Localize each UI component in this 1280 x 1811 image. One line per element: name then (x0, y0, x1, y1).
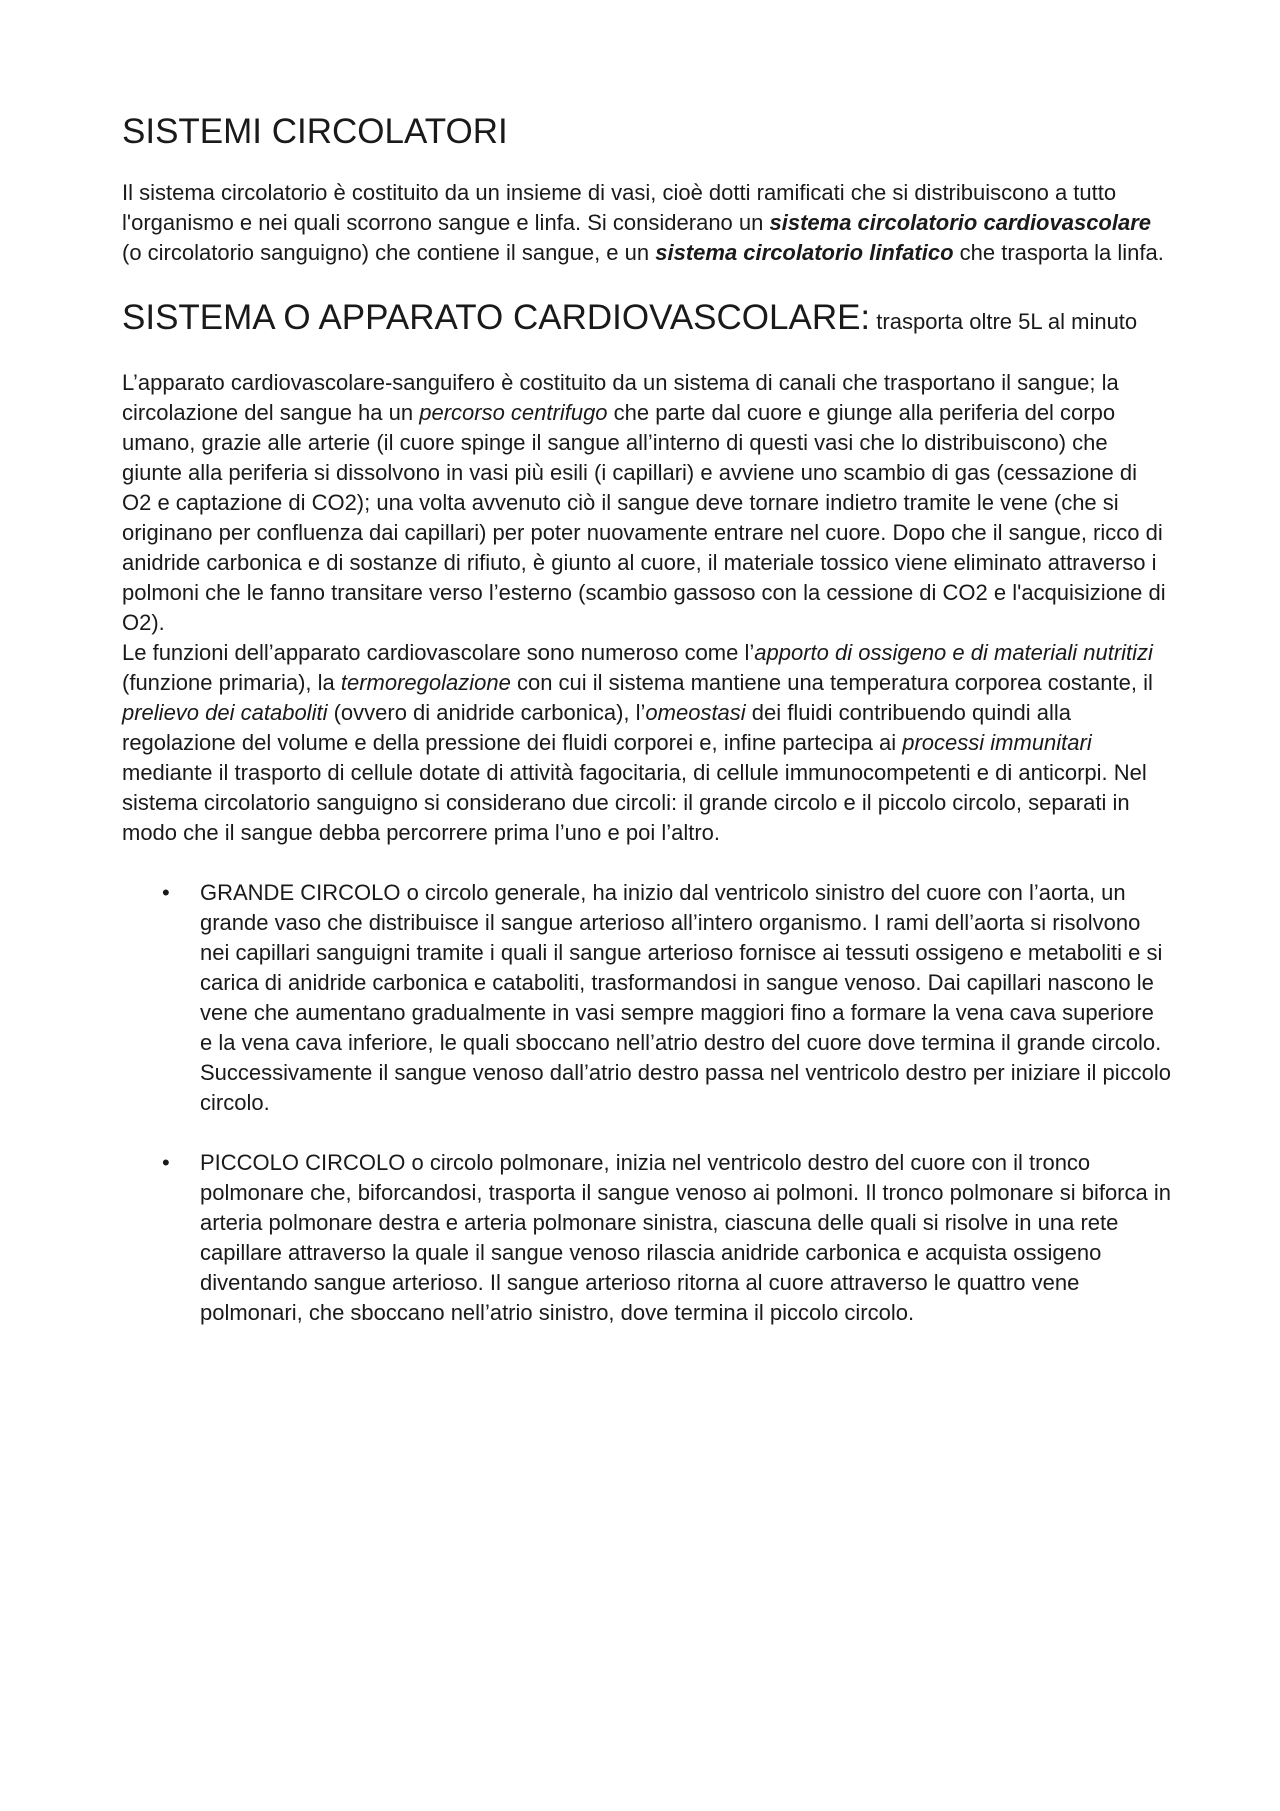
intro-text-2: (o circolatorio sanguigno) che contiene il sangue, e un (122, 240, 656, 266)
section-heading-subtitle: trasporta oltre 5L al minuto (870, 309, 1138, 335)
p2-text-1: Le funzioni dell’apparato cardiovascolare sono numeroso come l’ (122, 640, 755, 666)
p1-italic-1: percorso centrifugo (419, 400, 608, 426)
list-item-piccolo-circolo (122, 1148, 1172, 1328)
bullet-icon: • (162, 880, 170, 906)
term-lymphatic-system: sistema circolatorio linfatico (655, 240, 954, 266)
p2-italic-5: processi immunitari (902, 730, 1092, 756)
p2-text-3: con cui il sistema mantiene una temperatura corporea costante, il (510, 670, 1153, 696)
intro-text-3: che trasporta la linfa. (953, 240, 1164, 266)
paragraph-functions (122, 638, 1172, 848)
p2-text-5: dei fluidi contribuendo quindi alla regolazione del volume e della pressione dei fluidi corporei e, infine partecipa ai (122, 700, 1072, 756)
p2-text-6: mediante il trasporto di cellule dotate di attività fagocitaria, di cellule immunocompetenti e di anticorpi. Nel sistema circolatorio sanguigno si considerano due circoli: il grande circolo e il piccolo circolo, separati in modo che il sangue debba percorrere prima l’uno e poi l’altro. (122, 760, 1147, 846)
p1-text-1: L’apparato cardiovascolare-sanguifero è costituito da un sistema di canali che trasportano il sangue; la circolazione del sangue ha un (122, 370, 1119, 426)
list-item-text: GRANDE CIRCOLO o circolo generale, ha inizio dal ventricolo sinistro del cuore con l’aorta, un grande vaso che distribuisce il sangue arterioso all’intero organismo. I rami dell’aorta si risolvono nei capillari sanguigni tramite i quali il sangue arterioso fornisce ai tessuti ossigeno e metaboliti e si carica di anidride carbonica e cataboliti, trasformandosi in sangue venoso. Dai capillari nascono le vene che aumentano gradualmente in vasi sempre maggiori fino a formare la vena cava superiore e la vena cava inferiore, le quali sboccano nell’atrio destro del cuore dove termina il grande circolo. Successivamente il sangue venoso dall’atrio destro passa nel ventricolo destro per iniziare il piccolo circolo. (200, 880, 1171, 1116)
paragraph-apparatus (122, 368, 1172, 638)
p2-text-4: (ovvero di anidride carbonica), l’ (327, 700, 646, 726)
intro-paragraph (122, 178, 1172, 268)
p2-italic-2: termoregolazione (340, 670, 511, 696)
p1-text-2: che parte dal cuore e giunge alla periferia del corpo umano, grazie alle arterie (il cuore spinge il sangue all’interno di questi vasi che lo distribuiscono) che giunte alla periferia si dissolvono in vasi più esili (i capillari) e avviene uno scambio di gas (cessazione di O2 e captazione di CO2); una volta avvenuto ciò il sangue deve tornare indietro tramite le vene (che si originano per confluenza dai capillari) per poter nuovamente entrare nel cuore. Dopo che il sangue, ricco di anidride carbonica e di sostanze di rifiuto, è giunto al cuore, il materiale tossico viene eliminato attraverso i polmoni che le fanno transitare verso l’esterno (scambio gassoso con la cessione di CO2 e l'acquisizione di O2). (122, 400, 1166, 636)
list-item-text: PICCOLO CIRCOLO o circolo polmonare, inizia nel ventricolo destro del cuore con il tronco polmonare che, biforcandosi, trasporta il sangue venoso ai polmoni. Il tronco polmonare si biforca in arteria polmonare destra e arteria polmonare sinistra, ciascuna delle quali si risolve in una rete capillare attraverso la quale il sangue venoso rilascia anidride carbonica e acquista ossigeno diventando sangue arterioso. Il sangue arterioso ritorna al cuore attraverso le quattro vene polmonari, che sboccano nell’atrio sinistro, dove termina il piccolo circolo. (200, 1150, 1171, 1326)
page-title: SISTEMI CIRCOLATORI (122, 112, 508, 151)
bullet-icon: • (162, 1150, 170, 1176)
intro-text-1: Il sistema circolatorio è costituito da un insieme di vasi, cioè dotti ramificati che si distribuiscono a tutto l'organismo e nei quali scorrono sangue e linfa. Si considerano un (122, 180, 1117, 236)
list-item-grande-circolo (122, 878, 1172, 1118)
term-cardiovascular-system: sistema circolatorio cardiovascolare (769, 210, 1152, 236)
p2-text-2: (funzione primaria), la (122, 670, 341, 696)
document-page (122, 112, 1172, 1358)
p2-italic-3: prelievo dei cataboliti (122, 700, 328, 726)
circulation-list (122, 878, 1172, 1328)
p2-italic-1: apporto di ossigeno e di materiali nutritizi (754, 640, 1153, 666)
section-heading-title: SISTEMA O APPARATO CARDIOVASCOLARE: (122, 298, 871, 338)
section-heading (122, 298, 1172, 338)
p2-italic-4: omeostasi (645, 700, 746, 726)
